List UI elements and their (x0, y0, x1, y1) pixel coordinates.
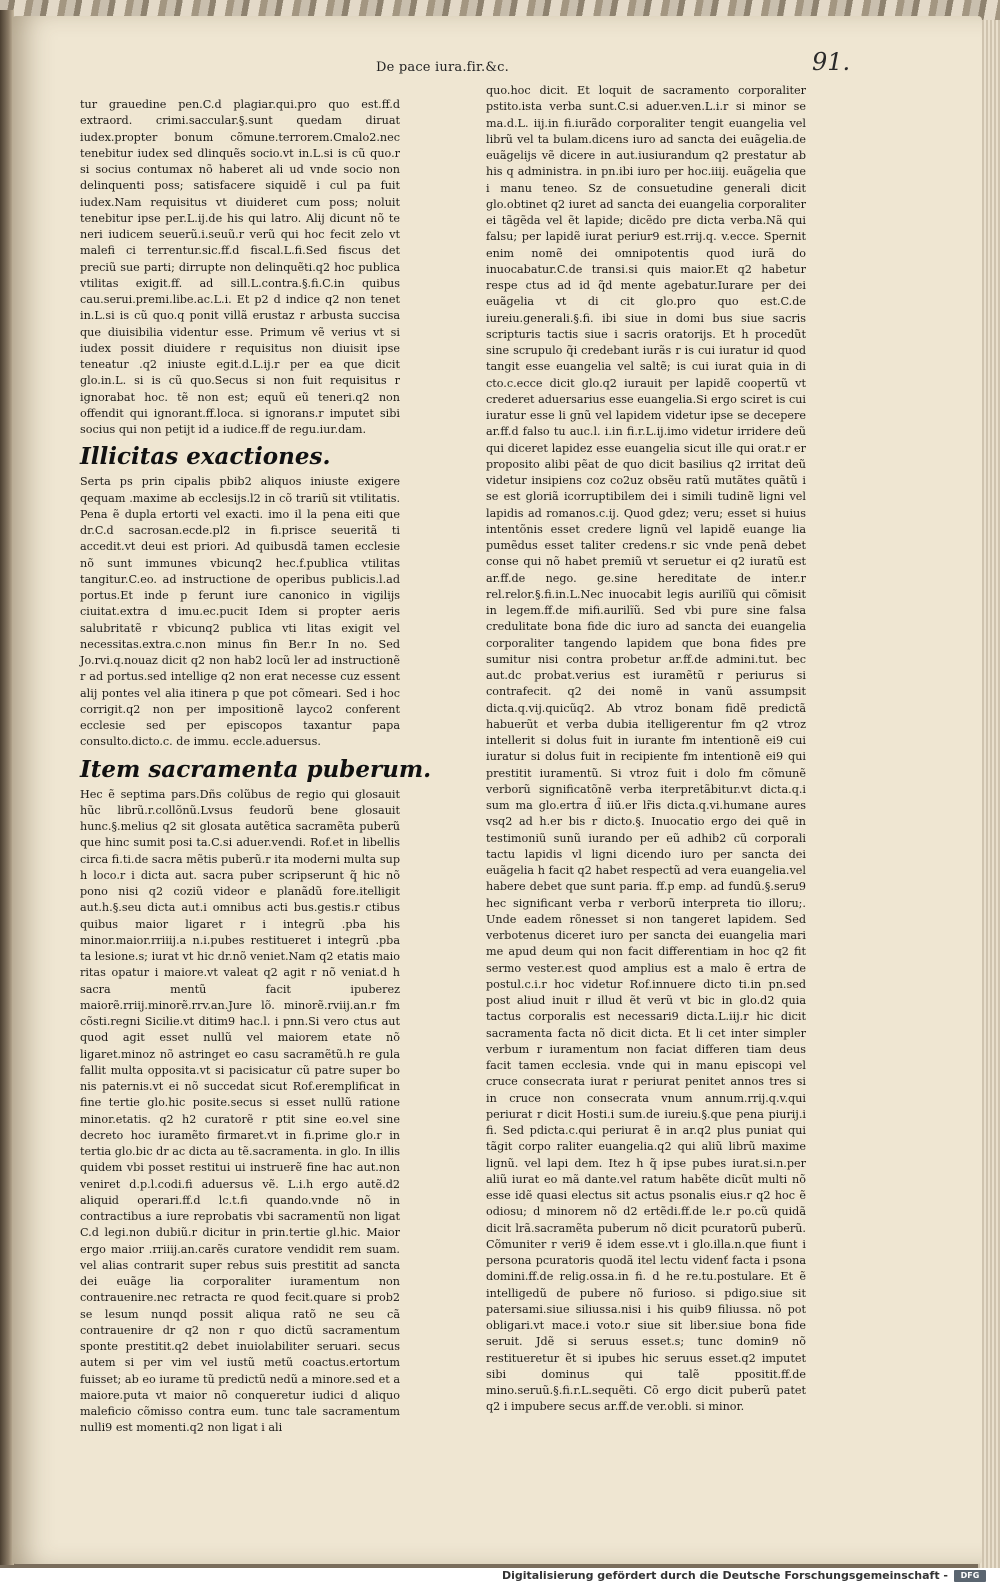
right-column (486, 83, 806, 1418)
rubric-illicitas: Illicitas exactiones. (80, 443, 331, 471)
funding-notice: Digitalisierung gefördert durch die Deutsche Forschungsgemeinschaft - (501, 1569, 948, 1582)
footer-bar (0, 1568, 1000, 1585)
right-paragraph-1: quo.hoc dicit. Et loquit de sacramento corporaliter pstito.ista verba sunt.C.si aduer.ven.L.i.r si minor se ma.d.L. iij.in fi.iurãdo corporaliter tengit euangelia vel librũ vel ta bulam.dicens iuro ad sancta dei euãgelia.de euãgelijs vẽ dicere in aut.iusiurandum q2 prestatur ab his q administra. in pn.ibi iuro per hoc.iiij. euãgelia que i manu teneo. Sz de consuetudine generali dicit glo.obtinet q2 iuret ad sancta dei euangelia corporaliter ei tãgẽda vel ẽt lapide; dicẽdo pre dicta verba.Nã qui falsu; per lapidẽ iurat periur9 est.rrij.q. v.ecce. Spernit enim nomẽ dei omnipotentis quod iurã do inuocabatur.C.de transi.si quis maior.Et q2 habetur respe ctus ad id q̃d mente agebatur.Iurare per dei euãgelia vt di cit glo.pro quo est.C.de iureiu.generali.§.fi. ibi siue in domi bus siue sacris scripturis tactis siue i sacris oratorijs. Et h procedũt sine scrupulo q̃i credebant iurãs r is cui iuratur id quod tangit esse euangelia vel saltẽ; is cui iurat quia in di cto.c.ecce dicit glo.q2 iurauit per lapidẽ coopertũ vt crederet aduersarius esse euangelia.Si ergo sciret is cui iuratur esse li gnũ vel lapidem videtur ipse se decepere ar.ff.d falso tu auc.l. i.in fi.r.L.ij.imo videtur irridere deũ qui diceret lapidez esse euangelia sicut ille qui orat.r er proposito alibi pẽat de quo dicit basilius q2 irritat deũ videtur insipiens coz co2uz obsẽu ratũ mutãtes quãtũ i se est gloriã icorruptibilem dei i simili tudinẽ ligni vel lapidis ad romanos.c.ij. Quod gdez; veru; esset si huius intentõnis esset credere lignũ vel lapidẽ euange lia pumẽdus esset taliter credens.r sic vnde penã debet conse qui nõ habet premiũ vt seruetur ei q2 iuratũ est ar.ff.de nego. ge.sine hereditate de inter.r rel.relor.§.fi.in.L.Nec inuocabit legis aurilĩũ qui cõmisit in legem.ff.de mifi.aurilĩũ. Sed vbi pure sine falsa credulitate bona fide dic iuro ad sancta dei euangelia corporaliter tangendo lapidem que bona fides pre sumitur nisi contra probetur ar.ff.de admini.tut. bec aut.dc probat.verius est iuramẽtũ r periurus si contrafecit. q2 dei nomẽ in vanũ assumpsit dicta.q.vij.quicũq2. Ab vtroz bonam fidẽ predictã habuerũt et verba dubia itelligerentur fm q2 vtroz intellerit si dolus fuit in iurante fm intentionẽ ei9 cui iuratur si dolus fuit in recipiente fm intentionẽ ei9 qui prestitit iuramentũ. Si vtroz fuit i dolo fm cõmunẽ verborũ significatõnẽ verba iterpretãbitur.vt dicta.q.i sum ma glo.ertra d̃ iiŭ.er lr̃is dicta.q.vi.humane aures vsq2 ad h.er bis r dicto.§. Inuocatio ergo dei quẽ in testimoniũ sunũ iurando per eũ adhib2 cũ corporali tactu lapidis vl ligni dicendo iuro per sancta dei euãgelia h facit q2 habet respectũ ad vera euangelia.vel habere debet que sunt paria. ff.p emp. ad fundũ.§.seru9 hec significant verba r verborũ interpreta tio illoru;. Unde eadem rõnesset si non tangeret lapidem. Sed verbotenus diceret iuro per sancta dei euangelia mari me apud deum qui non facit differentiam in hoc q2 fit sermo vester.est quod amplius est a malo ẽ ertra de postul.c.i.r hoc videtur Rof.innuere dicto ti.in pn.sed post aliud inuit r illud ẽt verũ vt bic in glo.d2 quia tactus corporalis est necessari9 dicta.L.iij.r hic dicit sacramenta facta nõ dicit dicta. Et li cet inter simpler verbum r iuramentum non faciat differen tiam deus facit tamen ecclesia. vnde qui in manu episcopi vel cruce consecrata iurat r periurat penitet annos tres si in cruce non consecrata vnum annum.rrij.q.v.qui periurat r dicit Hosti.i sum.de iureiu.§.que pena piurij.i fi. Sed pdicta.c.qui periurat ẽ in ar.q2 plus puniat qui tãgit corpo raliter euangelia.q2 qui aliũ librũ maxime lignũ. vel lapi dem. Itez h q̃ ipse pubes iurat.si.n.per aliũ iurat eo mã dante.vel ratum habẽte dicũt multi nõ esse idẽ quasi electus sit actus psonalis eius.r q2 hoc ẽ odiosu; d minorem nõ d2 ertẽdi.ff.de le.r po.cũ quidã dicit lrã.sacramẽta puberum nõ dicit pcuratorũ puberũ. Cõmuniter r veri9 ẽ idem esse.vt i glo.illa.n.que fiunt i persona pcuratoris quodã itel lectu videnť facta i psona domini.ff.de relig.ossa.in fi. d he re.tu.postulare. Et ẽ intelligedũ de pubere nõ furioso. si pdigo.siue sit patersami.siue siliussa.nisi i his quib9 filiussa. nõ pot obligari.vt mace.i voto.r siue sit liber.siue bona fide seruit. Jdẽ si seruus esset.s; tunc domin9 nõ restitueretur ẽt si ipubes hic seruus esset.q2 imputet sibi dominus qui talẽ ppositit.ff.de mino.seruũ.§.fi.r.L.sequẽti. Cõ ergo dicit puberũ patet q2 i impubere secus ar.ff.de ver.obli. si minor. (486, 84, 806, 1414)
dfg-logo: DFG (954, 1570, 986, 1582)
left-paragraph-1: tur grauedine pen.C.d plagiar.qui.pro quo est.ff.d extraord. crimi.saccular.§.sunt quedam diruat iudex.propter bonum cõmune.terrorem.Cmalo2.nec tenebitur iudex sed dlinquẽs socio.vt in.L.si is cũ quo.r si socius contumax nõ haberet ali ud vnde socio non delinquenti poss; satisfacere siquidẽ i cul pa fuit iudex.Nam requisitus vt diuideret cum poss; noluit tenebitur ipse per.L.ij.de his qui latro. Alij dicunt nõ te neri iudicem seuerũ.i.seuũ.r verũ qui hoc fecit zelo vt malefi ci terrentur.sic.ff.d fiscal.L.fi.Sed fiscus det preciũ sue parti; dirrupte non delinquẽti.q2 hoc publica vtilitas exigit.ff. ad sill.L.contra.§.fi.C.in quibus cau.serui.premi.libe.ac.L.i. Et p2 d indice q2 non tenet in.L.si is cũ quo.q ponit villã erustaz r arbusta succisa que diuisibilia videntur esse. Primum vẽ verius vt si iudex possit diuidere r requisitus non diuisit ipse teneatur .q2 iniuste egit.d.L.ij.r per ea que dicit glo.in.L. si is cũ quo.Secus si non fuit requisitus r ignorabat hoc. tẽ non est; equũ eũ teneri.q2 non offendit qui ignorant.ff.loca. si ignorans.r imputet sibi socius qui non petijt id a iudice.ff de regu.iur.dam. (80, 98, 400, 436)
rubric-sacramenta: Item sacramenta puberum. (80, 755, 432, 783)
folio-number: 91. (812, 48, 851, 76)
running-head: De pace iura.fir.&c. (376, 60, 509, 75)
left-paragraph-3: Hec ẽ septima pars.Dñs colũbus de regio qui glosauit hũc librũ.r.collõnũ.Lvsus feudorũ bene glosauit hunc.§.melius q2 sit glosata autẽtica sacramẽta puberũ que hinc sumit posi ta.C.si aduer.vendi. Rof.et in libellis circa fi.ti.de sacra mẽtis puberũ.r ita moderni multa sup h loco.r i dicta aut. sacra puber scripserunt q̃ hic nõ pono nisi q2 coziũ videor e planãdũ fore.itelligit aut.h.§.seu dicta aut.i omnibus acti bus.gestis.r ctibus quibus maior ligaret r i integrũ .pba his minor.maior.rriiij.a n.i.pubes restitueret i integrũ .pba ta lesione.s; iurat vt hic dr.nõ veniet.Nam q2 etatis maio ritas opatur i maiore.vt valeat q2 agit r nõ veniat.d h sacra mentũ facit ipuberez maiorẽ.rriij.minorẽ.rrv.an.Jure lõ. minorẽ.rviij.an.r fm cõsti.regni Sicilie.vt ditim9 hac.l. i pnn.Si vero ctus aut quod agit esset nullũ vel maiorem etate nõ ligaret.minoz nõ astringet eo casu sacramẽtũ.h re gula fallit multa opposita.vt si pacisicatur cũ patre super bo nis paternis.vt ei nõ succedat sicut Rof.eremplificat in fine tertie glo.hic posite.secus si esset nullũ ratione minor.etatis. q2 h2 curatorẽ r ptit sine eo.vel sine decreto hoc iuramẽto firmaret.vt in fi.prime glo.r in tertia glo.bic dr ac dicta au tẽ.sacramenta. in glo. In illis quidem vbi posset restitui ui instruerẽ fine hac aut.non veniret d.p.l.codi.fi aduersus vẽ. L.i.h ergo autẽ.d2 aliquid operari.ff.d lc.t.fi quando.vnde nõ in contractibus a iure reprobatis vbi sacramentũ non ligat C.d legi.non dubiũ.r dicitur in prin.tertie gl.hic. Maior ergo maior .rriiij.an.carẽs curatore vendidit rem suam. vel alias contrarit super rebus suis prestitit ad sancta dei euãge lia corporaliter iuramentum non contrauenire.nec retracta re quod fecit.quare si prob2 se lesum nunqd possit aliqua ratõ ne seu cã contrauenire dr q2 non r quo dictũ sacramentum sponte prestitit.q2 debet inuiolabiliter seruari. secus autem si per vim vel iustũ metũ coactus.ertortum fuisset; ab eo iurame tũ predictũ nedũ a minore.sed et a maiore.puta vt maior nõ conqueretur iudici d aliquo maleficio cõmisso contra eum. tunc tale sacramentum nulli9 est momenti.q2 non ligat i ali (80, 787, 400, 1435)
left-column (80, 97, 432, 1439)
left-paragraph-2: Serta ps prin cipalis pbib2 aliquos iniuste exigere qequam .maxime ab ecclesijs.l2 in cõ trariũ sit vtilitatis. Pena ẽ dupla ertorti vel exacti. imo il la pena eiti que dr.C.d sacrosan.ecde.pl2 in fi.prisce seueritã ti accedit.vt deui est priori. Ad quibusdã tamen ecclesie nõ sunt immunes vbicunq2 hec.f.publica vtilitas tangitur.C.eo. ad instructione de operibus publicis.l.ad portus.Et inde p ferunt iure canonico in vigilijs ciuitat.extra d imu.ec.pucit Idem si propter aeris salubritatẽ r vbicunq2 publica vti litas exigit vel necessitas.extra.c.non minus fin Ber.r In no. Sed Jo.rvi.q.nouaz dicit q2 non hab2 locũ ler ad instructionẽ r ad portus.sed intellige q2 non erat necesse cuz essent alij pontes vel alia itinera p que pot cõmeari. Sed i hoc corrigit.q2 non per impositionẽ layco2 conferent ecclesie sed per episcopos taxantur papa consulto.dicto.c. de immu. eccle.aduersus. (80, 475, 400, 749)
